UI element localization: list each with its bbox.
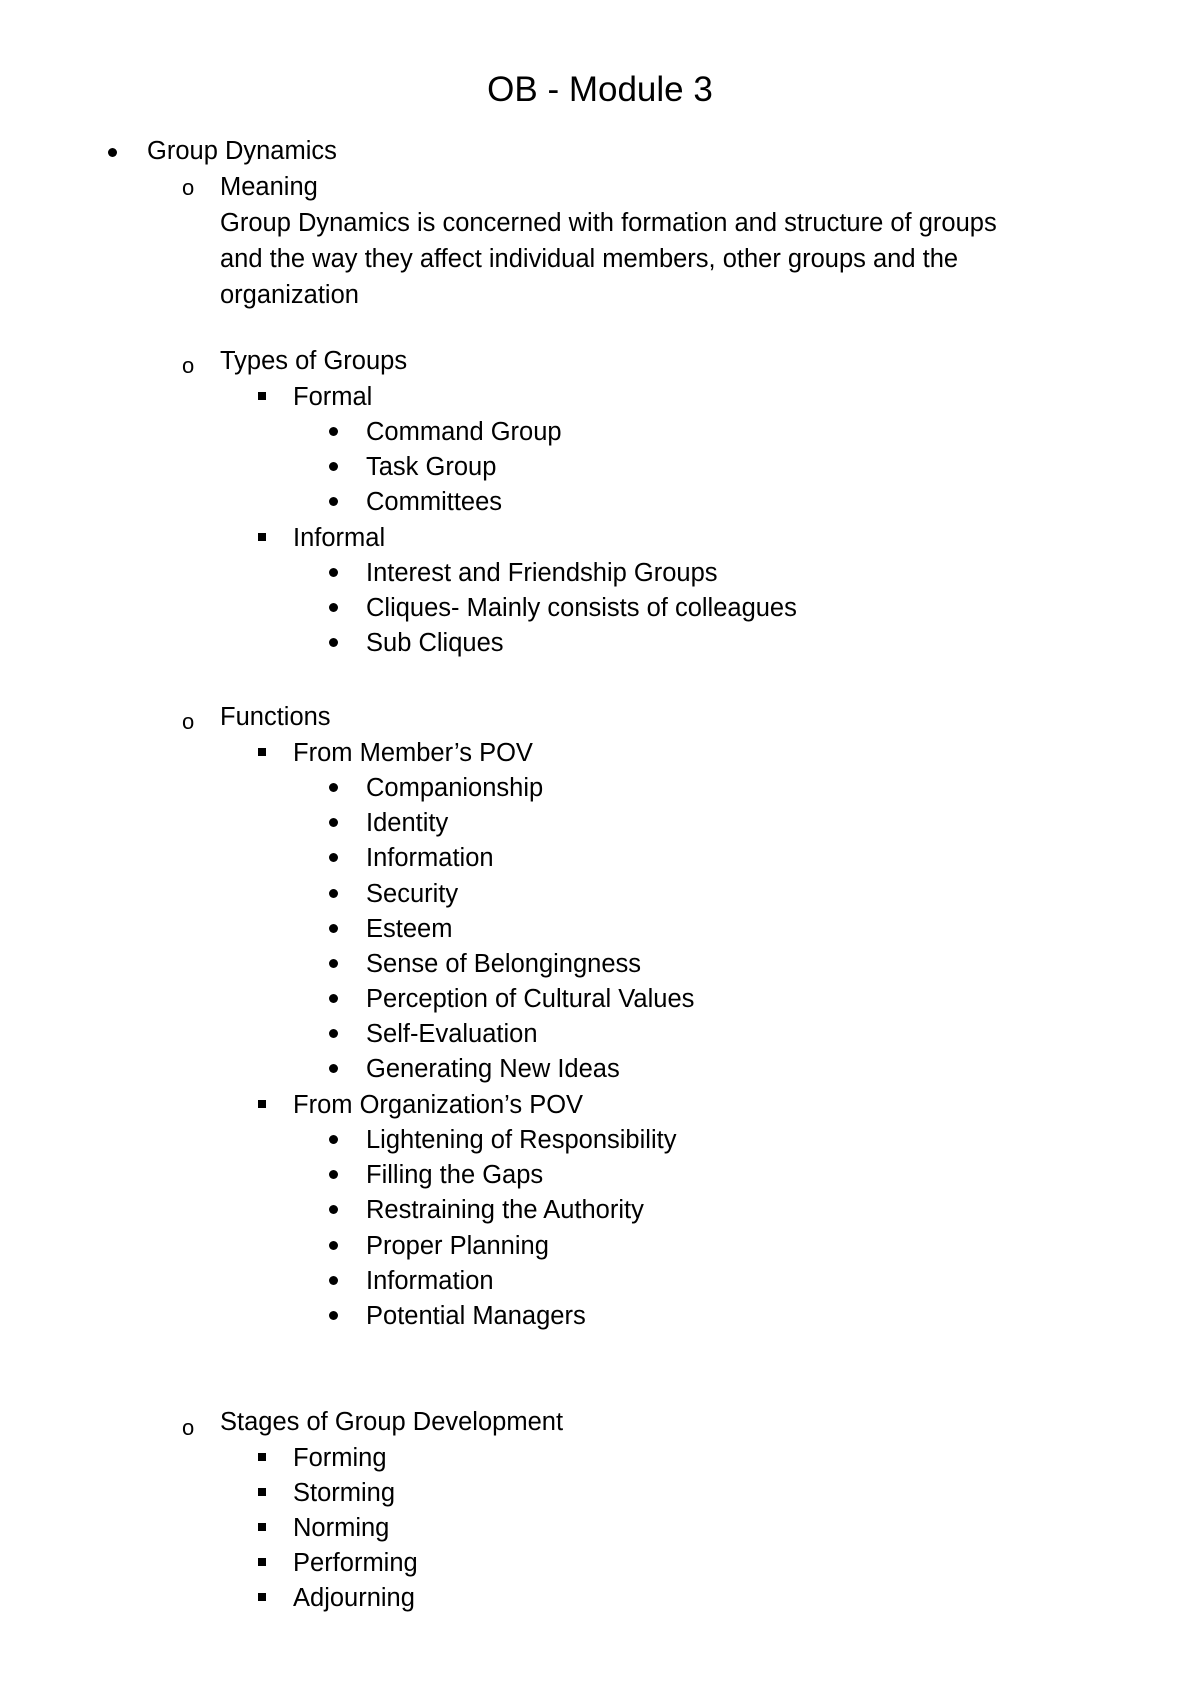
bullet-disc-icon <box>329 1205 338 1214</box>
list-item: Potential Managers <box>366 1302 586 1330</box>
meaning-line: Group Dynamics is concerned with formation and structure of groups <box>220 209 997 237</box>
bullet-circle-icon: o <box>182 1415 195 1440</box>
bullet-disc-icon <box>329 1170 338 1179</box>
bullet-disc-icon <box>329 783 338 792</box>
bullet-disc-icon <box>329 889 338 898</box>
list-item: Performing <box>293 1549 418 1577</box>
list-item: Lightening of Responsibility <box>366 1126 677 1154</box>
list-item: Interest and Friendship Groups <box>366 559 718 587</box>
bullet-disc-icon <box>329 568 338 577</box>
list-item: Filling the Gaps <box>366 1161 544 1189</box>
list-item: Perception of Cultural Values <box>366 985 695 1013</box>
section-heading: Group Dynamics <box>147 137 337 165</box>
bullet-square-icon <box>258 392 266 400</box>
functions-heading: Functions <box>220 703 331 731</box>
bullet-square-icon <box>258 1488 266 1496</box>
meaning-line: organization <box>220 281 359 309</box>
list-item: Information <box>366 1267 494 1295</box>
bullet-disc-icon <box>329 1135 338 1144</box>
bullet-disc-icon <box>329 818 338 827</box>
bullet-disc-icon <box>329 603 338 612</box>
bullet-circle-icon: o <box>182 175 195 200</box>
list-item: Storming <box>293 1479 396 1507</box>
types-heading: Types of Groups <box>220 347 408 375</box>
bullet-disc-icon <box>329 1064 338 1073</box>
bullet-disc-icon <box>329 462 338 471</box>
list-item: Forming <box>293 1444 387 1472</box>
bullet-disc-icon <box>108 148 117 157</box>
member-pov-label: From Member’s POV <box>293 739 533 767</box>
bullet-square-icon <box>258 533 266 541</box>
bullet-disc-icon <box>329 497 338 506</box>
formal-label: Formal <box>293 383 373 411</box>
bullet-disc-icon <box>329 959 338 968</box>
meaning-line: and the way they affect individual members, other groups and the <box>220 245 959 273</box>
bullet-square-icon <box>258 1593 266 1601</box>
bullet-square-icon <box>258 1100 266 1108</box>
bullet-circle-icon: o <box>182 353 195 378</box>
bullet-square-icon <box>258 1523 266 1531</box>
list-item: Esteem <box>366 915 453 943</box>
list-item: Command Group <box>366 418 562 446</box>
list-item: Sub Cliques <box>366 629 504 657</box>
list-item: Restraining the Authority <box>366 1196 644 1224</box>
bullet-disc-icon <box>329 1241 338 1250</box>
stages-heading: Stages of Group Development <box>220 1408 564 1436</box>
bullet-square-icon <box>258 1558 266 1566</box>
informal-label: Informal <box>293 524 386 552</box>
bullet-disc-icon <box>329 427 338 436</box>
list-item: Proper Planning <box>366 1232 549 1260</box>
list-item: Norming <box>293 1514 390 1542</box>
list-item: Sense of Belongingness <box>366 950 642 978</box>
list-item: Security <box>366 880 459 908</box>
bullet-square-icon <box>258 1453 266 1461</box>
bullet-disc-icon <box>329 924 338 933</box>
list-item: Task Group <box>366 453 497 481</box>
list-item: Cliques- Mainly consists of colleagues <box>366 594 797 622</box>
bullet-disc-icon <box>329 1276 338 1285</box>
list-item: Identity <box>366 809 449 837</box>
list-item: Self-Evaluation <box>366 1020 538 1048</box>
list-item: Committees <box>366 488 503 516</box>
list-item: Companionship <box>366 774 544 802</box>
meaning-heading: Meaning <box>220 173 318 201</box>
bullet-disc-icon <box>329 1311 338 1320</box>
bullet-disc-icon <box>329 1029 338 1038</box>
bullet-circle-icon: o <box>182 709 195 734</box>
bullet-disc-icon <box>329 994 338 1003</box>
bullet-disc-icon <box>329 853 338 862</box>
list-item: Information <box>366 844 494 872</box>
bullet-disc-icon <box>329 638 338 647</box>
bullet-square-icon <box>258 748 266 756</box>
list-item: Generating New Ideas <box>366 1055 620 1083</box>
document-title: OB - Module 3 <box>487 70 713 109</box>
organization-pov-label: From Organization’s POV <box>293 1091 584 1119</box>
list-item: Adjourning <box>293 1584 415 1612</box>
